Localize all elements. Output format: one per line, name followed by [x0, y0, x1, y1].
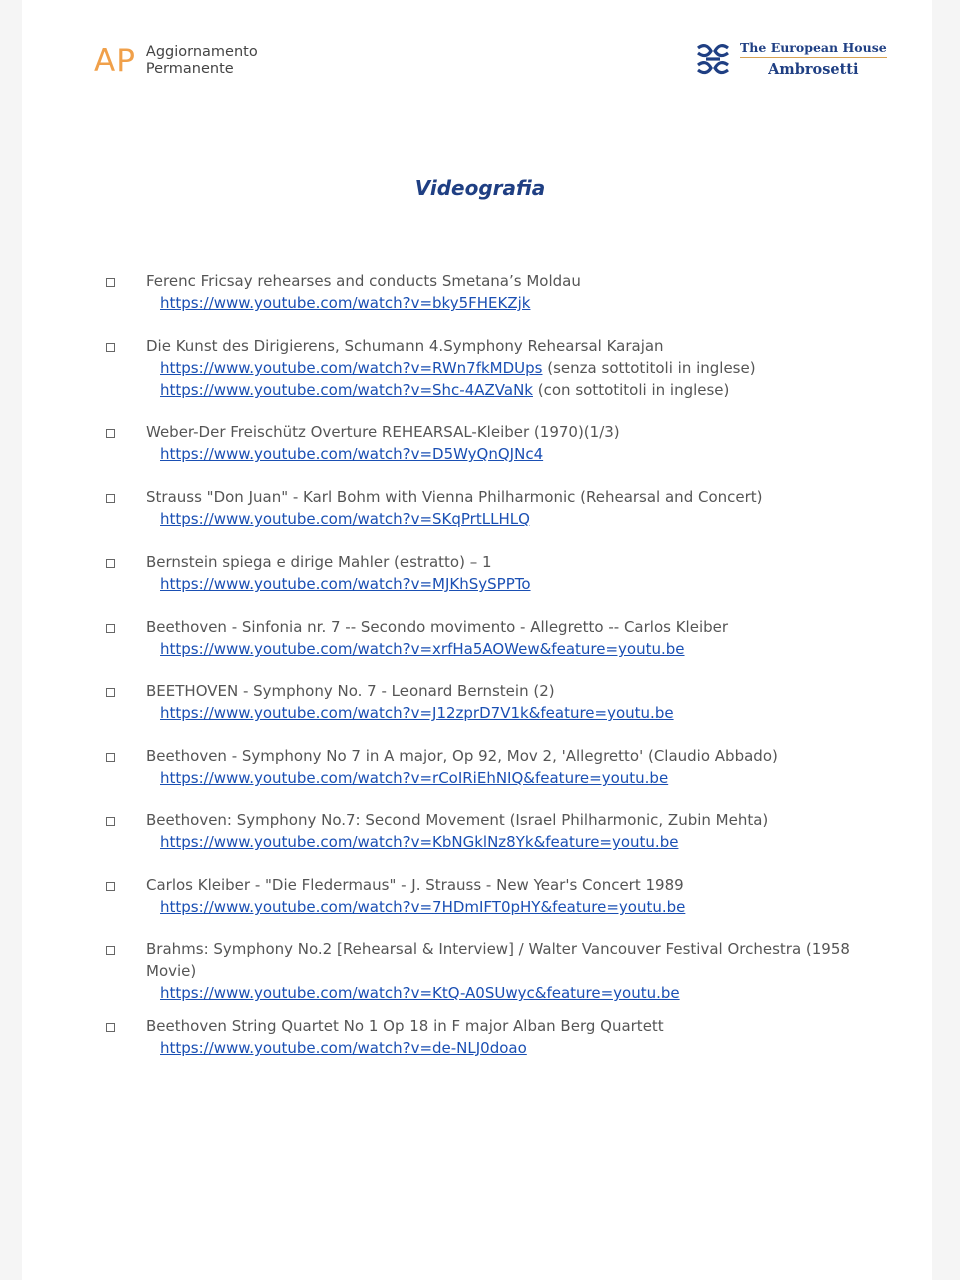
- video-link[interactable]: https://www.youtube.com/watch?v=MJKhSySPPTo: [160, 575, 531, 593]
- video-title: Carlos Kleiber - "Die Fledermaus" - J. Strauss - New Year's Concert 1989: [146, 876, 684, 894]
- video-link[interactable]: https://www.youtube.com/watch?v=SKqPrtLLHLQ: [160, 510, 530, 528]
- bullet-square-icon: [106, 343, 115, 352]
- video-title: BEETHOVEN - Symphony No. 7 - Leonard Bernstein (2): [146, 682, 555, 700]
- video-link[interactable]: https://www.youtube.com/watch?v=xrfHa5AOWew&feature=youtu.be: [160, 640, 685, 658]
- video-link[interactable]: https://www.youtube.com/watch?v=de-NLJ0doao: [160, 1039, 527, 1057]
- video-title: Strauss "Don Juan" - Karl Bohm with Vienna Philharmonic (Rehearsal and Concert): [146, 488, 763, 506]
- video-link-line: [160, 443, 543, 465]
- video-title: Bernstein spiega e dirige Mahler (estratto) – 1: [146, 553, 492, 571]
- european-house-emblem-icon: [694, 42, 732, 76]
- european-house-line2: Ambrosetti: [768, 61, 859, 78]
- page-title: Videografia: [414, 176, 546, 200]
- video-link[interactable]: https://www.youtube.com/watch?v=KtQ-A0SUwyc&feature=youtu.be: [160, 984, 680, 1002]
- ap-logo-text: [146, 44, 258, 78]
- video-link-line: [160, 896, 685, 918]
- video-title: Beethoven String Quartet No 1 Op 18 in F major Alban Berg Quartett: [146, 1017, 664, 1035]
- european-house-logo-text: [740, 40, 887, 78]
- video-link[interactable]: https://www.youtube.com/watch?v=rCoIRiEhNIQ&feature=youtu.be: [160, 769, 669, 787]
- video-title: Beethoven: Symphony No.7: Second Movement (Israel Philharmonic, Zubin Mehta): [146, 811, 769, 829]
- video-link-line: [160, 1037, 527, 1059]
- bullet-square-icon: [106, 882, 115, 891]
- video-title: Ferenc Fricsay rehearses and conducts Smetana’s Moldau: [146, 272, 581, 290]
- video-link-line: [160, 982, 680, 1004]
- bullet-square-icon: [106, 1023, 115, 1032]
- video-link-line: [160, 573, 531, 595]
- video-link-line: [160, 508, 530, 530]
- video-link[interactable]: https://www.youtube.com/watch?v=Shc-4AZVaNk: [160, 381, 533, 399]
- european-house-logo: [694, 40, 887, 78]
- subtitle-note: (senza sottotitoli in inglese): [542, 359, 756, 377]
- video-link-line: [160, 638, 685, 660]
- video-link[interactable]: https://www.youtube.com/watch?v=RWn7fkMDUps: [160, 359, 543, 377]
- bullet-square-icon: [106, 688, 115, 697]
- european-house-line1: The European House: [740, 40, 887, 58]
- video-link[interactable]: https://www.youtube.com/watch?v=D5WyQnQJNc4: [160, 445, 544, 463]
- subtitle-note: (con sottotitoli in inglese): [533, 381, 730, 399]
- video-link[interactable]: https://www.youtube.com/watch?v=bky5FHEKZjk: [160, 294, 531, 312]
- video-link-line: [160, 357, 756, 379]
- bullet-square-icon: [106, 753, 115, 762]
- video-link-line: [160, 379, 729, 401]
- video-link-line: [160, 767, 668, 789]
- bullet-square-icon: [106, 429, 115, 438]
- video-link-line: [160, 292, 530, 314]
- bullet-square-icon: [106, 559, 115, 568]
- bullet-square-icon: [106, 624, 115, 633]
- video-link[interactable]: https://www.youtube.com/watch?v=7HDmIFT0pHY&feature=youtu.be: [160, 898, 686, 916]
- video-link-line: [160, 831, 678, 853]
- video-link-line: [160, 702, 674, 724]
- video-title: Weber-Der Freischütz Overture REHEARSAL-Kleiber (1970)(1/3): [146, 423, 620, 441]
- bullet-square-icon: [106, 278, 115, 287]
- ap-logo-line2: Permanente: [145, 61, 234, 77]
- ap-mark: AP: [94, 42, 136, 79]
- document-page: [22, 0, 932, 1280]
- ap-logo: [94, 44, 258, 78]
- video-link[interactable]: https://www.youtube.com/watch?v=KbNGklNz8Yk&feature=youtu.be: [160, 833, 679, 851]
- video-title: Brahms: Symphony No.2 [Rehearsal & Interview] / Walter Vancouver Festival Orchestra (1958 Movie): [146, 940, 850, 980]
- video-title: Beethoven - Symphony No 7 in A major, Op 92, Mov 2, 'Allegretto' (Claudio Abbado): [146, 747, 778, 765]
- bullet-square-icon: [106, 494, 115, 503]
- bullet-square-icon: [106, 946, 115, 955]
- bullet-square-icon: [106, 817, 115, 826]
- ap-logo-line1: Aggiornamento: [145, 44, 258, 60]
- video-title: Beethoven - Sinfonia nr. 7 -- Secondo movimento - Allegretto -- Carlos Kleiber: [146, 618, 729, 636]
- video-title: Die Kunst des Dirigierens, Schumann 4.Symphony Rehearsal Karajan: [146, 337, 664, 355]
- video-link[interactable]: https://www.youtube.com/watch?v=J12zprD7V1k&feature=youtu.be: [160, 704, 674, 722]
